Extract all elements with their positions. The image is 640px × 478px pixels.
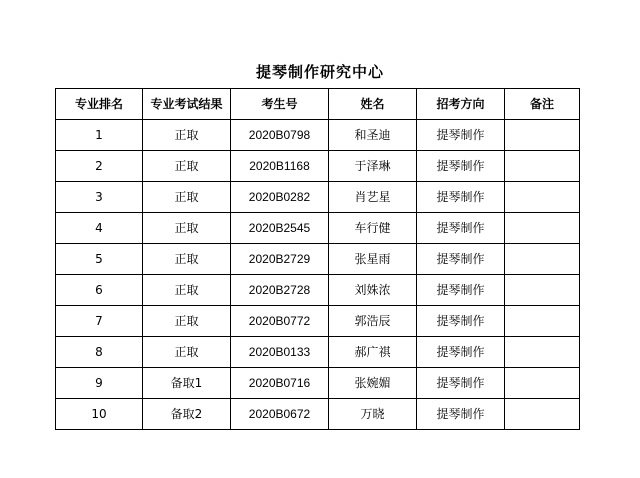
- table-row: [56, 120, 580, 151]
- candidate-id-cell: 2020B2728: [231, 275, 329, 306]
- table-header-row: [56, 89, 580, 120]
- result-cell: 正取: [143, 120, 231, 151]
- name-cell: 万晓: [329, 399, 417, 430]
- remarks-cell: [505, 182, 580, 213]
- remarks-cell: [505, 151, 580, 182]
- result-cell: 备取1: [143, 368, 231, 399]
- header-candidate-id: 考生号: [231, 89, 329, 120]
- direction-cell: 提琴制作: [417, 275, 505, 306]
- name-cell: 刘姝浓: [329, 275, 417, 306]
- rank-cell: 4: [56, 213, 143, 244]
- candidate-id-cell: 2020B1168: [231, 151, 329, 182]
- remarks-cell: [505, 306, 580, 337]
- rank-cell: 6: [56, 275, 143, 306]
- direction-cell: 提琴制作: [417, 399, 505, 430]
- table-row: [56, 306, 580, 337]
- name-cell: 于泽琳: [329, 151, 417, 182]
- admission-table: [55, 88, 580, 430]
- rank-cell: 8: [56, 337, 143, 368]
- remarks-cell: [505, 399, 580, 430]
- result-cell: 正取: [143, 213, 231, 244]
- result-cell: 正取: [143, 337, 231, 368]
- header-rank: 专业排名: [56, 89, 143, 120]
- candidate-id-cell: 2020B0772: [231, 306, 329, 337]
- table-row: [56, 213, 580, 244]
- table-row: [56, 244, 580, 275]
- rank-cell: 7: [56, 306, 143, 337]
- rank-cell: 2: [56, 151, 143, 182]
- name-cell: 和圣迪: [329, 120, 417, 151]
- direction-cell: 提琴制作: [417, 213, 505, 244]
- direction-cell: 提琴制作: [417, 244, 505, 275]
- direction-cell: 提琴制作: [417, 151, 505, 182]
- name-cell: 车行健: [329, 213, 417, 244]
- direction-cell: 提琴制作: [417, 306, 505, 337]
- candidate-id-cell: 2020B2545: [231, 213, 329, 244]
- result-cell: 正取: [143, 182, 231, 213]
- result-cell: 正取: [143, 275, 231, 306]
- rank-cell: 1: [56, 120, 143, 151]
- table-row: [56, 151, 580, 182]
- rank-cell: 9: [56, 368, 143, 399]
- rank-cell: 3: [56, 182, 143, 213]
- table-row: [56, 337, 580, 368]
- remarks-cell: [505, 275, 580, 306]
- remarks-cell: [505, 244, 580, 275]
- header-direction: 招考方向: [417, 89, 505, 120]
- table-row: [56, 399, 580, 430]
- candidate-id-cell: 2020B0716: [231, 368, 329, 399]
- candidate-id-cell: 2020B0672: [231, 399, 329, 430]
- direction-cell: 提琴制作: [417, 182, 505, 213]
- result-cell: 正取: [143, 244, 231, 275]
- name-cell: 郭浩辰: [329, 306, 417, 337]
- result-cell: 正取: [143, 306, 231, 337]
- name-cell: 张婉媚: [329, 368, 417, 399]
- direction-cell: 提琴制作: [417, 368, 505, 399]
- header-remarks: 备注: [505, 89, 580, 120]
- remarks-cell: [505, 213, 580, 244]
- header-exam-result: 专业考试结果: [143, 89, 231, 120]
- result-cell: 正取: [143, 151, 231, 182]
- name-cell: 郝广祺: [329, 337, 417, 368]
- candidate-id-cell: 2020B0798: [231, 120, 329, 151]
- table-row: [56, 275, 580, 306]
- name-cell: 肖艺星: [329, 182, 417, 213]
- direction-cell: 提琴制作: [417, 337, 505, 368]
- candidate-id-cell: 2020B0282: [231, 182, 329, 213]
- table-row: [56, 368, 580, 399]
- name-cell: 张星雨: [329, 244, 417, 275]
- remarks-cell: [505, 337, 580, 368]
- table-row: [56, 182, 580, 213]
- rank-cell: 10: [56, 399, 143, 430]
- candidate-id-cell: 2020B0133: [231, 337, 329, 368]
- remarks-cell: [505, 120, 580, 151]
- candidate-id-cell: 2020B2729: [231, 244, 329, 275]
- remarks-cell: [505, 368, 580, 399]
- direction-cell: 提琴制作: [417, 120, 505, 151]
- document-title: 提琴制作研究中心: [255, 63, 384, 81]
- result-cell: 备取2: [143, 399, 231, 430]
- header-name: 姓名: [329, 89, 417, 120]
- rank-cell: 5: [56, 244, 143, 275]
